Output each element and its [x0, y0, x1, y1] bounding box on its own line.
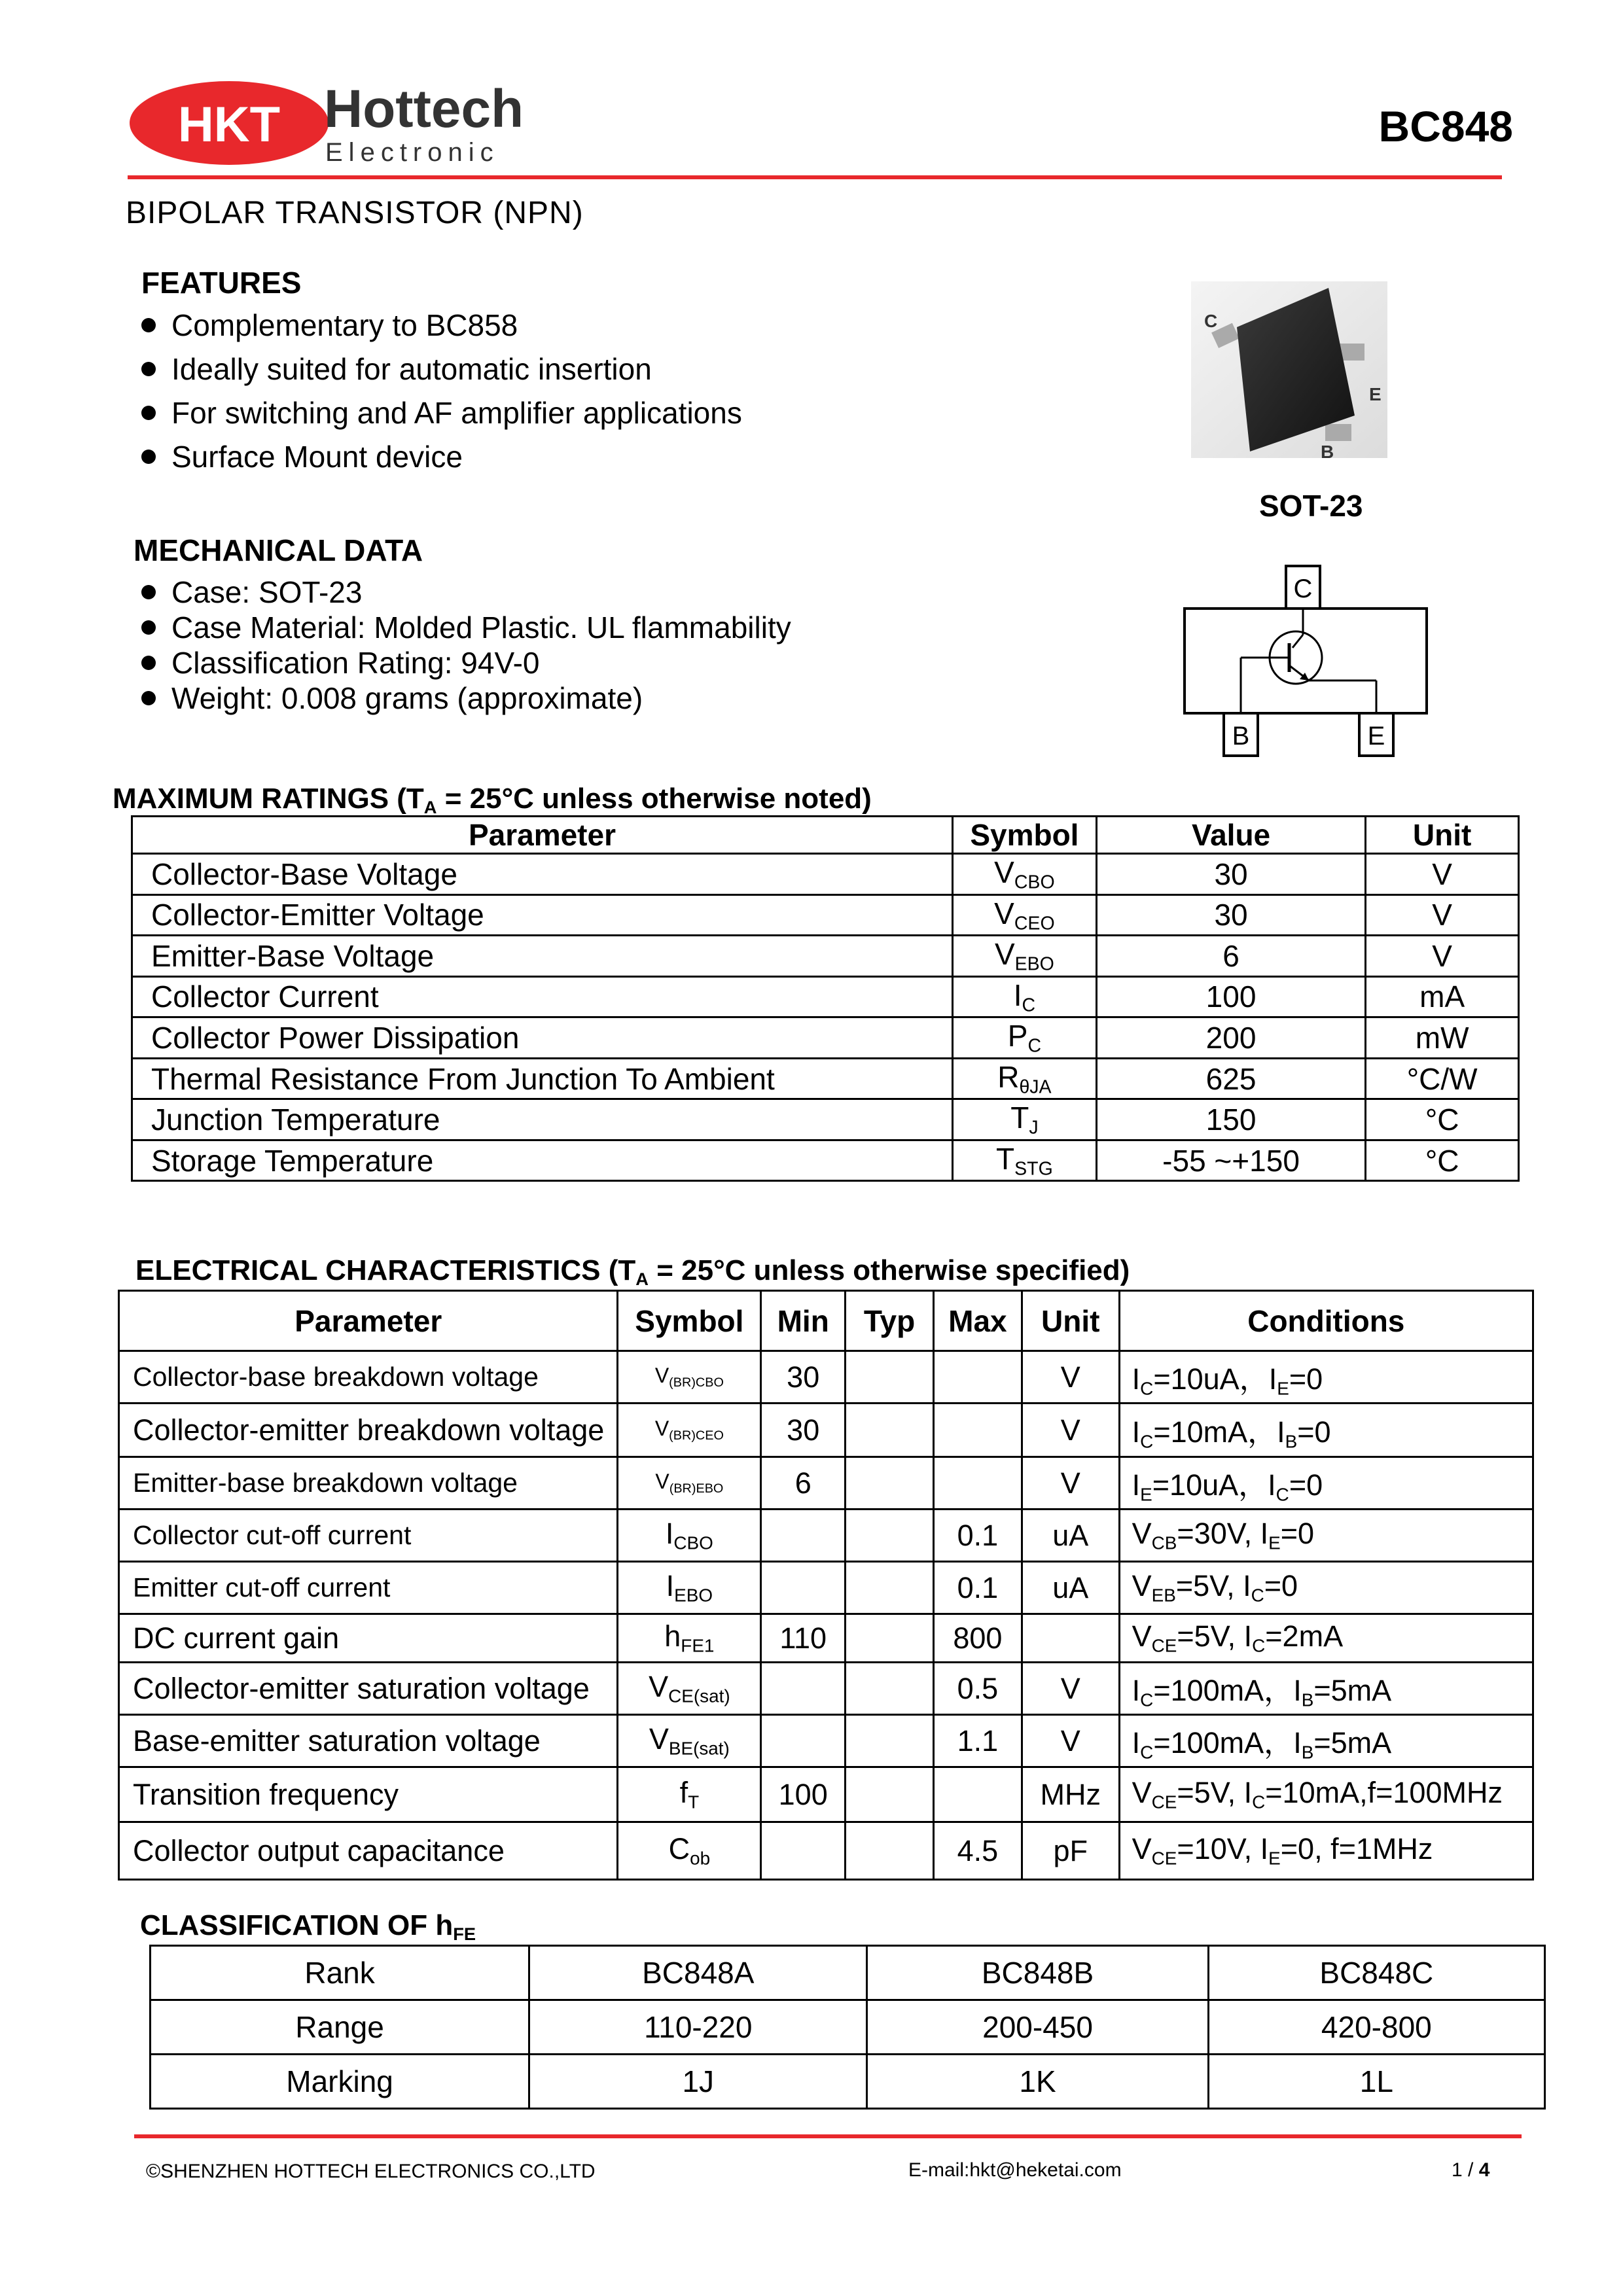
- condition-subscript: C: [1251, 1585, 1264, 1606]
- symbol-subscript: FE1: [681, 1635, 715, 1656]
- condition-symbol: V: [1132, 1569, 1152, 1603]
- condition-value: =5V,: [1177, 1619, 1244, 1653]
- unit-cell: mA: [1366, 976, 1519, 1017]
- typ-cell: [846, 1663, 934, 1715]
- condition-symbol: I: [1268, 1362, 1277, 1396]
- symbol-cell: [618, 1404, 761, 1457]
- symbol-letter: V: [654, 1417, 669, 1441]
- max-cell: 1.1: [933, 1715, 1022, 1767]
- min-cell: [761, 1715, 846, 1767]
- typ-cell: [846, 1822, 934, 1880]
- logo-name: Hottech: [324, 79, 520, 139]
- condition-value: =0: [1289, 1362, 1323, 1396]
- max-cell: 4.5: [933, 1822, 1022, 1880]
- schematic-pin-b: B: [1232, 722, 1250, 751]
- condition-subscript: C: [1140, 1689, 1154, 1710]
- schematic-pin-e: E: [1367, 722, 1385, 751]
- header-max: Max: [933, 1291, 1022, 1351]
- unit-cell: °C: [1366, 1099, 1519, 1140]
- symbol-cell: [952, 1140, 1096, 1181]
- header-parameter: Parameter: [132, 817, 953, 854]
- max-cell: [933, 1351, 1022, 1404]
- condition-subscript: E: [1268, 1848, 1281, 1869]
- condition-value: =10mA,f=100MHz: [1265, 1776, 1503, 1810]
- max-ratings-table: [131, 815, 1520, 1182]
- condition-symbol: I: [1132, 1725, 1141, 1759]
- parameter-cell: Emitter-base breakdown voltage: [119, 1457, 618, 1510]
- typ-cell: [846, 1404, 934, 1457]
- symbol-letter: C: [668, 1832, 690, 1866]
- grade-cell: 200-450: [867, 2000, 1208, 2055]
- grade-cell: 420-800: [1208, 2000, 1544, 2055]
- symbol-letter: T: [1010, 1101, 1029, 1135]
- min-cell: [761, 1510, 846, 1562]
- symbol-subscript: CE(sat): [668, 1686, 730, 1706]
- header-divider: [128, 175, 1502, 179]
- conditions-cell: [1119, 1663, 1533, 1715]
- table-row: [151, 2000, 1545, 2055]
- condition-value: =5V,: [1175, 1569, 1243, 1603]
- condition-subscript: C: [1252, 1792, 1266, 1812]
- row-label-cell: Range: [151, 2000, 529, 2055]
- symbol-letter: I: [665, 1517, 674, 1551]
- unit-cell: [1022, 1614, 1119, 1663]
- value-cell: 6: [1096, 936, 1365, 977]
- header-value: Value: [1096, 817, 1365, 854]
- typ-cell: [846, 1614, 934, 1663]
- symbol-letter: P: [1007, 1019, 1028, 1053]
- max-cell: 0.1: [933, 1562, 1022, 1614]
- unit-cell: V: [1022, 1715, 1119, 1767]
- conditions-cell: [1119, 1767, 1533, 1822]
- condition-subscript: CB: [1151, 1532, 1177, 1553]
- symbol-cell: [952, 894, 1096, 936]
- condition-subscript: EB: [1151, 1585, 1176, 1606]
- value-cell: 150: [1096, 1099, 1365, 1140]
- condition-value: =5mA: [1313, 1725, 1392, 1759]
- condition-subscript: CE: [1151, 1848, 1177, 1869]
- parameter-cell: Emitter-Base Voltage: [132, 936, 953, 977]
- condition-value: =10mA，: [1153, 1415, 1277, 1449]
- parameter-cell: Collector-base breakdown voltage: [119, 1351, 618, 1404]
- features-list: [131, 304, 742, 479]
- feature-item: Complementary to BC858: [131, 304, 742, 347]
- condition-subscript: E: [1140, 1484, 1152, 1505]
- symbol-subscript: θJA: [1019, 1076, 1052, 1098]
- mechanical-heading: MECHANICAL DATA: [134, 533, 423, 567]
- conditions-cell: [1119, 1562, 1533, 1614]
- symbol-subscript: J: [1029, 1117, 1039, 1139]
- table-row: [119, 1404, 1533, 1457]
- symbol-cell: [618, 1562, 761, 1614]
- electrical-table: [118, 1290, 1534, 1881]
- unit-cell: °C: [1366, 1140, 1519, 1181]
- conditions-cell: [1119, 1457, 1533, 1510]
- symbol-subscript: EBO: [1014, 953, 1054, 975]
- symbol-letter: h: [664, 1619, 681, 1653]
- conditions-cell: [1119, 1351, 1533, 1404]
- table-row: [119, 1822, 1533, 1880]
- symbol-letter: V: [994, 896, 1014, 930]
- parameter-cell: Junction Temperature: [132, 1099, 953, 1140]
- table-row: [132, 976, 1519, 1017]
- symbol-letter: f: [679, 1776, 688, 1810]
- grade-cell: 1J: [529, 2055, 867, 2109]
- condition-value: =10uA，: [1153, 1362, 1269, 1396]
- symbol-letter: V: [654, 1364, 669, 1388]
- max-cell: [933, 1457, 1022, 1510]
- parameter-cell: Emitter cut-off current: [119, 1562, 618, 1614]
- condition-subscript: CE: [1151, 1792, 1177, 1812]
- table-row: [132, 1099, 1519, 1140]
- header-conditions: Conditions: [1119, 1291, 1533, 1351]
- symbol-subscript: (BR)CEO: [669, 1428, 724, 1443]
- condition-symbol: I: [1132, 1468, 1141, 1502]
- table-row: [119, 1510, 1533, 1562]
- symbol-cell: [952, 936, 1096, 977]
- unit-cell: V: [1022, 1404, 1119, 1457]
- condition-value: =0, f=1MHz: [1280, 1832, 1433, 1866]
- features-heading: FEATURES: [141, 266, 302, 300]
- feature-item: For switching and AF amplifier applications: [131, 391, 742, 435]
- header-parameter: Parameter: [119, 1291, 618, 1351]
- conditions-cell: [1119, 1822, 1533, 1880]
- table-header-row: [119, 1291, 1533, 1351]
- typ-cell: [846, 1457, 934, 1510]
- condition-subscript: B: [1285, 1431, 1298, 1452]
- parameter-cell: Collector Current: [132, 976, 953, 1017]
- footer-copyright: ©SHENZHEN HOTTECH ELECTRONICS CO.,LTD: [146, 2161, 596, 2182]
- typ-cell: [846, 1767, 934, 1822]
- unit-cell: V: [1022, 1663, 1119, 1715]
- condition-subscript: E: [1268, 1532, 1281, 1553]
- condition-symbol: I: [1132, 1362, 1141, 1396]
- symbol-cell: [952, 1099, 1096, 1140]
- condition-symbol: I: [1260, 1517, 1269, 1551]
- condition-subscript: CE: [1151, 1635, 1177, 1656]
- symbol-cell: [952, 854, 1096, 895]
- condition-subscript: C: [1140, 1742, 1154, 1763]
- table-row: [132, 894, 1519, 936]
- symbol-letter: I: [666, 1569, 675, 1603]
- grade-cell: 1K: [867, 2055, 1208, 2109]
- condition-value: =0: [1264, 1569, 1298, 1603]
- value-cell: 200: [1096, 1017, 1365, 1059]
- unit-cell: V: [1366, 894, 1519, 936]
- typ-cell: [846, 1715, 934, 1767]
- value-cell: -55 ~+150: [1096, 1140, 1365, 1181]
- table-row: [119, 1767, 1533, 1822]
- table-row: [132, 1058, 1519, 1099]
- condition-subscript: C: [1252, 1635, 1266, 1656]
- value-cell: 100: [1096, 976, 1365, 1017]
- condition-value: =2mA: [1265, 1619, 1344, 1653]
- parameter-cell: Collector-emitter breakdown voltage: [119, 1404, 618, 1457]
- parameter-cell: Collector-emitter saturation voltage: [119, 1663, 618, 1715]
- classification-table: [149, 1945, 1546, 2110]
- footer-email: E-mail:hkt@heketai.com: [908, 2159, 1122, 2181]
- condition-value: =5V,: [1177, 1776, 1244, 1810]
- symbol-letter: R: [997, 1059, 1020, 1094]
- schematic-pin-c: C: [1293, 574, 1313, 603]
- unit-cell: °C/W: [1366, 1058, 1519, 1099]
- logo-sub: Electronic: [325, 138, 499, 167]
- symbol-cell: [618, 1822, 761, 1880]
- condition-symbol: V: [1132, 1517, 1152, 1551]
- company-logo: [128, 77, 520, 175]
- symbol-subscript: CBO: [1014, 872, 1055, 893]
- value-cell: 625: [1096, 1058, 1365, 1099]
- table-row: [119, 1614, 1533, 1663]
- header-unit: Unit: [1366, 817, 1519, 854]
- symbol-letter: V: [994, 937, 1015, 972]
- unit-cell: V: [1366, 936, 1519, 977]
- classification-title: CLASSIFICATION OF $h_{FE}$: [140, 1909, 476, 1945]
- parameter-cell: DC current gain: [119, 1614, 618, 1663]
- mechanical-item: Weight: 0.008 grams (approximate): [131, 680, 791, 716]
- table-row: [151, 1946, 1545, 2000]
- condition-symbol: I: [1132, 1415, 1141, 1449]
- symbol-subscript: (BR)CBO: [669, 1375, 724, 1390]
- symbol-letter: V: [655, 1470, 669, 1494]
- grade-cell: BC848B: [867, 1946, 1208, 2000]
- min-cell: 30: [761, 1351, 846, 1404]
- symbol-cell: [618, 1614, 761, 1663]
- max-cell: 0.5: [933, 1663, 1022, 1715]
- condition-symbol: V: [1132, 1832, 1152, 1866]
- unit-cell: uA: [1022, 1562, 1119, 1614]
- grade-cell: 1L: [1208, 2055, 1544, 2109]
- condition-value: =0: [1280, 1517, 1315, 1551]
- condition-symbol: V: [1132, 1776, 1152, 1810]
- grade-cell: 110-220: [529, 2000, 867, 2055]
- unit-cell: pF: [1022, 1822, 1119, 1880]
- symbol-cell: [952, 1058, 1096, 1099]
- unit-cell: V: [1022, 1351, 1119, 1404]
- condition-value: =10uA，: [1152, 1468, 1268, 1502]
- package-pin-c: C: [1204, 311, 1218, 331]
- symbol-subscript: T: [688, 1792, 700, 1812]
- electrical-title: ELECTRICAL CHARACTERISTICS ($T_A = 25^\circ C$ unless otherwise specified): [135, 1254, 1130, 1290]
- max-cell: 0.1: [933, 1510, 1022, 1562]
- header-symbol: Symbol: [618, 1291, 761, 1351]
- parameter-cell: Collector Power Dissipation: [132, 1017, 953, 1059]
- typ-cell: [846, 1351, 934, 1404]
- conditions-cell: [1119, 1404, 1533, 1457]
- symbol-cell: [618, 1351, 761, 1404]
- footer-divider: [134, 2134, 1522, 2138]
- condition-value: =0: [1289, 1468, 1323, 1502]
- parameter-cell: Collector cut-off current: [119, 1510, 618, 1562]
- max-cell: [933, 1404, 1022, 1457]
- condition-symbol: I: [1243, 1619, 1253, 1653]
- feature-item: Surface Mount device: [131, 435, 742, 479]
- condition-symbol: I: [1268, 1468, 1276, 1502]
- symbol-cell: [952, 976, 1096, 1017]
- package-image: [1178, 275, 1400, 465]
- conditions-cell: [1119, 1715, 1533, 1767]
- condition-symbol: I: [1132, 1673, 1141, 1707]
- condition-value: =5mA: [1313, 1673, 1392, 1707]
- min-cell: [761, 1663, 846, 1715]
- unit-cell: uA: [1022, 1510, 1119, 1562]
- condition-symbol: I: [1277, 1415, 1285, 1449]
- parameter-cell: Base-emitter saturation voltage: [119, 1715, 618, 1767]
- mechanical-list: [131, 574, 791, 716]
- symbol-subscript: CEO: [1014, 913, 1055, 934]
- grade-cell: BC848A: [529, 1946, 867, 2000]
- grade-cell: BC848C: [1208, 1946, 1544, 2000]
- document-subtitle: BIPOLAR TRANSISTOR (NPN): [126, 196, 584, 230]
- unit-cell: V: [1366, 854, 1519, 895]
- symbol-letter: T: [996, 1141, 1015, 1176]
- symbol-cell: [618, 1715, 761, 1767]
- header-symbol: Symbol: [952, 817, 1096, 854]
- parameter-cell: Transition frequency: [119, 1767, 618, 1822]
- table-row: [151, 2055, 1545, 2109]
- max-cell: [933, 1767, 1022, 1822]
- condition-value: =30V,: [1177, 1517, 1260, 1551]
- symbol-subscript: BE(sat): [668, 1738, 730, 1759]
- symbol-letter: I: [1013, 978, 1022, 1012]
- min-cell: [761, 1562, 846, 1614]
- header-unit: Unit: [1022, 1291, 1119, 1351]
- condition-value: =100mA，: [1153, 1673, 1294, 1707]
- unit-cell: V: [1022, 1457, 1119, 1510]
- header-typ: Typ: [846, 1291, 934, 1351]
- min-cell: 110: [761, 1614, 846, 1663]
- row-label-cell: Marking: [151, 2055, 529, 2109]
- condition-value: =10V,: [1177, 1832, 1260, 1866]
- table-row: [119, 1457, 1533, 1510]
- table-row: [119, 1351, 1533, 1404]
- pinout-schematic: [1178, 559, 1433, 769]
- parameter-cell: Thermal Resistance From Junction To Ambient: [132, 1058, 953, 1099]
- table-header-row: [132, 817, 1519, 854]
- min-cell: 6: [761, 1457, 846, 1510]
- symbol-subscript: C: [1022, 995, 1036, 1016]
- symbol-subscript: ob: [690, 1848, 711, 1869]
- condition-symbol: I: [1293, 1725, 1302, 1759]
- unit-cell: MHz: [1022, 1767, 1119, 1822]
- symbol-subscript: EBO: [674, 1585, 713, 1606]
- symbol-subscript: (BR)EBO: [669, 1481, 724, 1496]
- table-row: [132, 1017, 1519, 1059]
- table-row: [132, 1140, 1519, 1181]
- page-number: 1 / 4: [1452, 2159, 1490, 2181]
- parameter-cell: Collector output capacitance: [119, 1822, 618, 1880]
- max-ratings-title: MAXIMUM RATINGS ($T_A = 25^\circ C$ unless otherwise noted): [113, 783, 872, 818]
- symbol-cell: [952, 1017, 1096, 1059]
- table-row: [132, 936, 1519, 977]
- table-row: [119, 1663, 1533, 1715]
- condition-symbol: I: [1293, 1673, 1302, 1707]
- parameter-cell: Collector-Emitter Voltage: [132, 894, 953, 936]
- condition-subscript: C: [1140, 1431, 1154, 1452]
- mechanical-item: Case Material: Molded Plastic. UL flammability: [131, 610, 791, 645]
- conditions-cell: [1119, 1510, 1533, 1562]
- condition-symbol: I: [1243, 1569, 1251, 1603]
- min-cell: [761, 1822, 846, 1880]
- table-row: [119, 1715, 1533, 1767]
- value-cell: 30: [1096, 894, 1365, 936]
- conditions-cell: [1119, 1614, 1533, 1663]
- symbol-subscript: STG: [1014, 1158, 1053, 1180]
- value-cell: 30: [1096, 854, 1365, 895]
- feature-item: Ideally suited for automatic insertion: [131, 347, 742, 391]
- symbol-cell: [618, 1510, 761, 1562]
- min-cell: 30: [761, 1404, 846, 1457]
- mechanical-item: Case: SOT-23: [131, 574, 791, 610]
- symbol-letter: V: [649, 1670, 669, 1704]
- symbol-cell: [618, 1457, 761, 1510]
- condition-symbol: I: [1243, 1776, 1253, 1810]
- condition-value: =0: [1297, 1415, 1331, 1449]
- unit-cell: mW: [1366, 1017, 1519, 1059]
- header-min: Min: [761, 1291, 846, 1351]
- symbol-cell: [618, 1663, 761, 1715]
- package-pin-e: E: [1369, 384, 1382, 404]
- condition-subscript: C: [1140, 1378, 1154, 1399]
- parameter-cell: Collector-Base Voltage: [132, 854, 953, 895]
- table-row: [119, 1562, 1533, 1614]
- typ-cell: [846, 1510, 934, 1562]
- condition-symbol: I: [1260, 1832, 1269, 1866]
- mechanical-item: Classification Rating: 94V-0: [131, 645, 791, 680]
- condition-subscript: C: [1275, 1484, 1289, 1505]
- min-cell: 100: [761, 1767, 846, 1822]
- row-label-cell: Rank: [151, 1946, 529, 2000]
- part-number: BC848: [1378, 102, 1513, 150]
- logo-badge: HKT: [177, 97, 281, 152]
- condition-subscript: E: [1277, 1378, 1289, 1399]
- condition-value: =100mA，: [1153, 1725, 1294, 1759]
- package-pin-b: B: [1321, 442, 1334, 462]
- condition-subscript: B: [1301, 1689, 1314, 1710]
- symbol-letter: V: [649, 1722, 669, 1756]
- typ-cell: [846, 1562, 934, 1614]
- max-cell: 800: [933, 1614, 1022, 1663]
- symbol-letter: V: [994, 855, 1014, 889]
- symbol-cell: [618, 1767, 761, 1822]
- parameter-cell: Storage Temperature: [132, 1140, 953, 1181]
- table-row: [132, 854, 1519, 895]
- symbol-subscript: C: [1027, 1035, 1042, 1057]
- symbol-subscript: CBO: [673, 1532, 713, 1553]
- condition-subscript: B: [1301, 1742, 1314, 1763]
- package-label: SOT-23: [1259, 489, 1363, 523]
- condition-symbol: V: [1132, 1619, 1152, 1653]
